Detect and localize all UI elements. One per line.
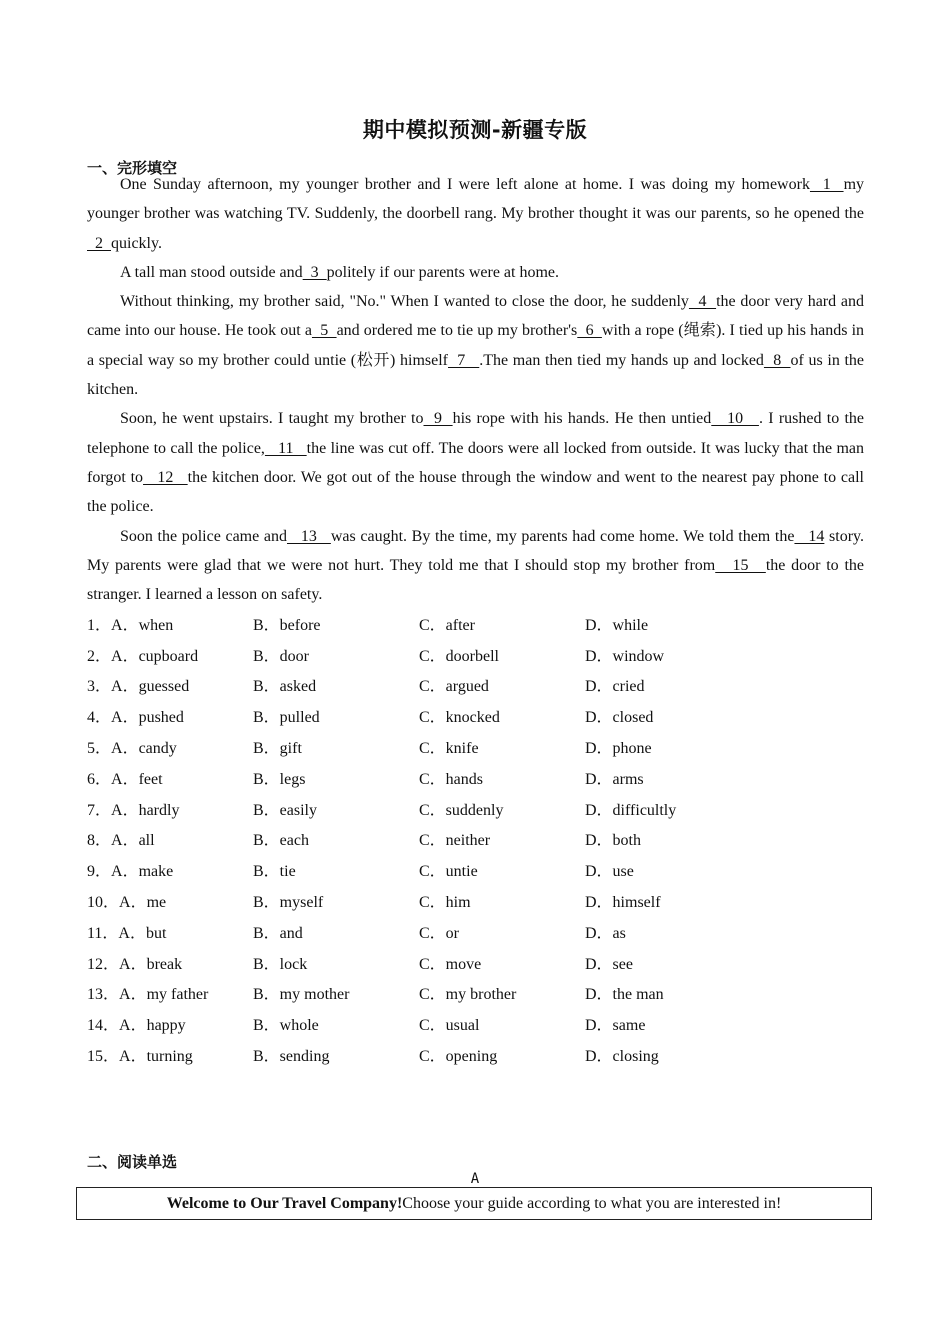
question-row [87, 793, 864, 824]
answer-blank: 2 [87, 234, 111, 252]
passage-text: and ordered me to tie up my brother's [336, 322, 578, 340]
answer-blank: 1 [809, 176, 844, 193]
option-a-text: A．candy [111, 740, 177, 758]
question-row [87, 700, 864, 731]
cloze-passage [87, 170, 864, 609]
option-d[interactable]: D．cried [585, 678, 645, 696]
passage-paragraph [87, 522, 864, 610]
passage-letter: A [470, 1171, 480, 1187]
option-b[interactable]: B．sending [253, 1048, 330, 1066]
passage-text: the kitchen door. We got out of the house through the window and went to the nearest pay phone to call the police. [87, 468, 864, 516]
answer-blank: 4 [688, 293, 717, 311]
travel-company-banner [76, 1187, 872, 1220]
passage-text: quickly. [111, 234, 162, 252]
question-number: 14． [87, 1017, 120, 1035]
question-number: 12． [87, 955, 120, 973]
option-a[interactable] [87, 920, 253, 943]
option-d[interactable]: D．while [585, 616, 649, 634]
passage-text: was caught. By the time, my parents had come home. We told them the [330, 527, 795, 545]
option-a[interactable] [87, 735, 253, 758]
option-a[interactable] [87, 1012, 253, 1035]
answer-blank: 3 [302, 263, 327, 281]
option-d[interactable]: D．phone [585, 740, 652, 758]
passage-text: his rope with his hands. He then untied [452, 410, 712, 428]
option-c[interactable]: C．suddenly [419, 801, 504, 819]
page-title: 期中模拟预测-新疆专版 [362, 118, 588, 142]
option-a[interactable] [87, 827, 253, 850]
option-a-text: A．turning [119, 1048, 193, 1066]
option-c[interactable]: C．untie [419, 863, 478, 881]
answer-blank: 5 [311, 322, 337, 340]
option-d[interactable]: D．himself [585, 894, 661, 912]
option-d[interactable]: D．see [585, 955, 633, 973]
option-c[interactable]: C．move [419, 955, 482, 973]
passage-text: of us in the kitchen. [87, 351, 865, 399]
option-c[interactable]: C．argued [419, 678, 489, 696]
option-d[interactable]: D．closed [585, 709, 654, 727]
option-c[interactable]: C．or [419, 924, 460, 942]
option-a[interactable] [87, 797, 253, 820]
banner-text: Choose your guide according to what you are interested in! [402, 1194, 782, 1212]
question-row [87, 670, 864, 701]
option-b[interactable]: B．each [253, 832, 309, 850]
question-row [87, 762, 864, 793]
answer-blank: 9 [423, 410, 453, 428]
question-row [87, 885, 864, 916]
answer-blank: 7 [448, 351, 480, 369]
question-number: 7． [87, 801, 112, 819]
option-b[interactable]: B．my mother [253, 986, 350, 1004]
option-b[interactable]: B．pulled [253, 709, 320, 727]
question-row [87, 639, 864, 670]
passage-paragraph [87, 287, 864, 404]
passage-paragraph [87, 258, 864, 287]
question-row [87, 947, 864, 978]
option-c[interactable]: C．doorbell [419, 647, 499, 665]
question-number: 10． [87, 894, 120, 912]
passage-text: . I rushed to the telephone to call the police, [87, 410, 865, 457]
option-c[interactable]: C．knife [419, 740, 479, 758]
option-d[interactable]: D．both [585, 832, 642, 850]
option-c[interactable]: C．him [419, 894, 471, 912]
passage-text: with a rope (绳索). I tied up his hands in a special way so my brother could untie (松开) himself [87, 322, 865, 369]
option-a-text: A．when [111, 616, 174, 634]
option-d[interactable]: D．window [585, 647, 665, 665]
option-d[interactable]: D．as [585, 924, 626, 942]
option-c[interactable]: C．opening [419, 1048, 498, 1066]
answer-blank: 14 [794, 527, 825, 545]
option-a[interactable] [87, 889, 253, 912]
option-d[interactable]: D．closing [585, 1048, 659, 1066]
question-number: 13． [87, 986, 120, 1004]
question-row [87, 824, 864, 855]
question-row [87, 916, 864, 947]
option-a-text: A．all [111, 832, 155, 850]
option-a-text: A．cupboard [111, 647, 199, 665]
option-c[interactable]: C．usual [419, 1017, 480, 1035]
option-c[interactable]: C．hands [419, 770, 484, 788]
option-b[interactable]: B．and [253, 924, 303, 942]
option-b[interactable]: B．gift [253, 740, 302, 758]
question-row [87, 854, 864, 885]
question-number: 9． [87, 863, 112, 881]
question-row [87, 1039, 864, 1070]
banner-bold-text: Welcome to Our Travel Company! [166, 1194, 403, 1212]
option-a-text: A．feet [111, 770, 163, 788]
question-number: 8． [87, 832, 112, 850]
option-c[interactable]: C．after [419, 616, 475, 634]
question-row [87, 1008, 864, 1039]
option-a-text: A．happy [119, 1017, 186, 1035]
passage-text: Soon, he went upstairs. I taught my brother to [120, 410, 424, 428]
passage-paragraph [87, 170, 864, 258]
question-number: 3． [87, 678, 112, 696]
option-b[interactable]: B．tie [253, 863, 296, 881]
answer-blank: 6 [577, 322, 602, 340]
passage-text: story. My parents were glad that we were not hurt. They told me that I should stop my brother from [87, 527, 864, 574]
passage-text: Soon the police came and [120, 527, 287, 545]
option-a[interactable] [87, 858, 253, 881]
option-a[interactable] [87, 643, 253, 666]
option-b[interactable]: B．door [253, 647, 310, 665]
option-d[interactable]: D．same [585, 1017, 646, 1035]
option-d[interactable]: D．the man [585, 986, 664, 1004]
section-heading-cloze: 一、完形填空 [87, 159, 178, 177]
question-number: 6． [87, 770, 112, 788]
passage-text: the line was cut off. The doors were all locked from outside. It was lucky that the man forgot to [87, 439, 865, 486]
option-a-text: A．hardly [111, 801, 180, 819]
option-b[interactable]: B．myself [253, 894, 324, 912]
option-b[interactable]: B．asked [253, 678, 317, 696]
option-a[interactable] [87, 612, 253, 635]
question-row [87, 608, 864, 639]
answer-blank: 8 [763, 351, 791, 369]
question-number: 5． [87, 740, 112, 758]
option-a[interactable] [87, 981, 253, 1004]
option-d[interactable]: D．use [585, 863, 634, 881]
option-c[interactable]: C．knocked [419, 709, 500, 727]
passage-text: A tall man stood outside and [120, 263, 303, 281]
question-number: 1． [87, 616, 112, 634]
option-d[interactable]: D．difficultly [585, 801, 677, 819]
option-b[interactable]: B．before [253, 616, 321, 634]
option-b[interactable]: B．lock [253, 955, 308, 973]
option-a[interactable] [87, 951, 253, 974]
option-c[interactable]: C．my brother [419, 986, 517, 1004]
question-row [87, 978, 864, 1009]
section-heading-reading: 二、阅读单选 [87, 1153, 178, 1171]
answer-blank: 11 [264, 439, 307, 457]
option-b[interactable]: B．easily [253, 801, 317, 819]
option-d[interactable]: D．arms [585, 770, 644, 788]
option-b[interactable]: B．whole [253, 1017, 319, 1035]
passage-text: .The man then tied my hands up and locked [479, 351, 764, 369]
passage-text: my younger brother was watching TV. Suddenly, the doorbell rang. My brother thought it was our parents, so he opened the [87, 176, 865, 223]
option-a-text: A．my father [119, 986, 209, 1004]
option-a-text: A．break [119, 955, 183, 973]
option-a-text: A．but [118, 924, 167, 942]
option-a[interactable] [87, 673, 253, 696]
option-b[interactable]: B．legs [253, 770, 306, 788]
passage-text: Without thinking, my brother said, "No." When I wanted to close the door, he suddenly [120, 293, 689, 311]
answer-blank: 10 [711, 410, 759, 428]
answer-blank: 12 [143, 468, 188, 486]
option-a-text: A．me [119, 894, 167, 912]
option-a-text: A．make [111, 863, 174, 881]
question-options-list [87, 608, 864, 1070]
passage-text: the door very hard and came into our house. He took out a [87, 293, 865, 340]
passage-paragraph [87, 404, 864, 521]
passage-text: One Sunday afternoon, my younger brother and I were left alone at home. I was doing my homework [120, 176, 810, 193]
answer-blank: 13 [286, 527, 331, 545]
question-number: 15． [87, 1048, 120, 1066]
option-c[interactable]: C．neither [419, 832, 491, 850]
option-a[interactable] [87, 766, 253, 789]
option-a[interactable] [87, 704, 253, 727]
question-number: 11． [87, 924, 119, 942]
option-a[interactable] [87, 1043, 253, 1066]
question-number: 2． [87, 647, 112, 665]
passage-text: the door to the stranger. I learned a lesson on safety. [87, 556, 864, 604]
question-row [87, 731, 864, 762]
question-number: 4． [87, 709, 112, 727]
answer-blank: 15 [715, 556, 766, 574]
option-a-text: A．guessed [111, 678, 190, 696]
option-a-text: A．pushed [111, 709, 184, 727]
passage-text: politely if our parents were at home. [326, 263, 560, 281]
